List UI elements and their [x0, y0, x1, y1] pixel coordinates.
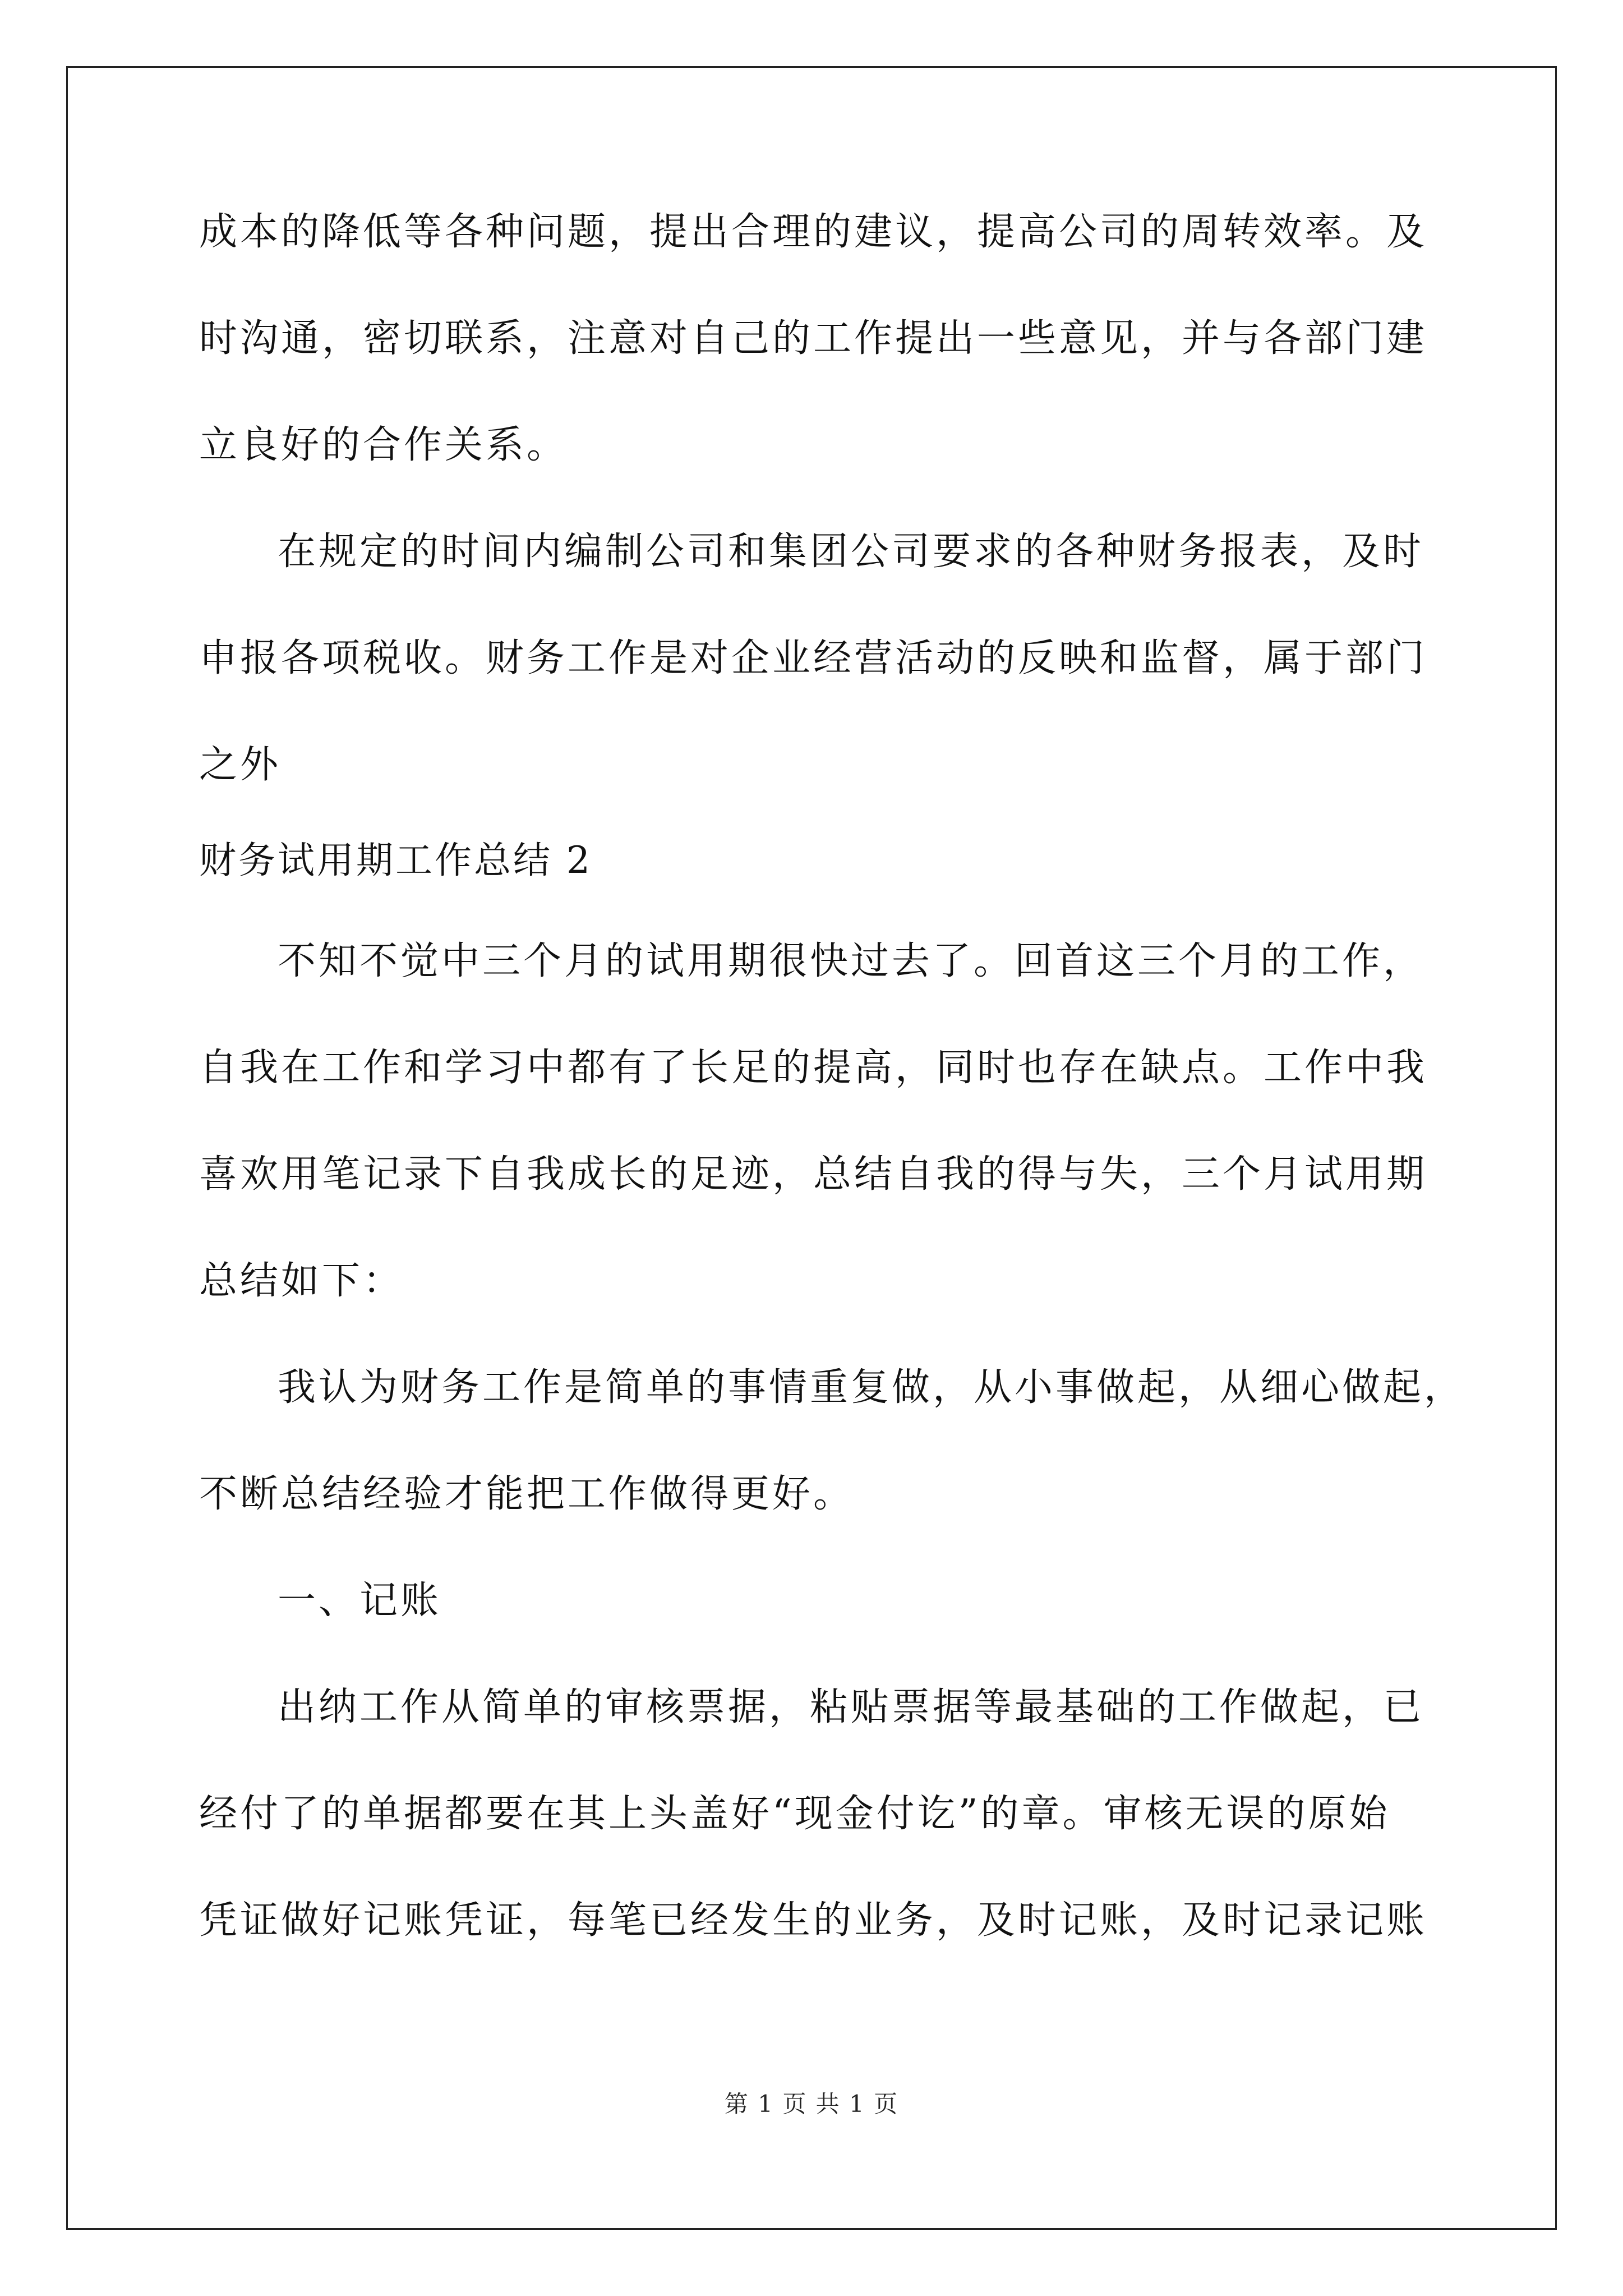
text-line: 立良好的合作关系。 — [199, 423, 568, 467]
text-line: 不知不觉中三个月的试用期很快过去了。回首这三个月的工作， — [278, 939, 1424, 983]
text-line: 成本的降低等各种问题，提出合理的建议，提高公司的周转效率。及 — [199, 210, 1428, 254]
text-line: 喜欢用笔记录下自我成长的足迹，总结自我的得与失，三个月试用期 — [199, 1152, 1428, 1197]
text-line: 申报各项税收。财务工作是对企业经营活动的反映和监督，属于部门 — [199, 636, 1428, 680]
section-title: 财务试用期工作总结 2 — [199, 839, 592, 882]
subheading: 一、记账 — [278, 1579, 442, 1623]
text-line: 不断总结经验才能把工作做得更好。 — [199, 1472, 855, 1516]
page-number: 第 1 页 共 1 页 — [724, 2090, 899, 2118]
text-line: 自我在工作和学习中都有了长足的提高，同时也存在缺点。工作中我 — [199, 1046, 1428, 1090]
text-line: 我认为财务工作是简单的事情重复做，从小事做起，从细心做起， — [278, 1365, 1465, 1410]
document-body — [199, 210, 1465, 2008]
text-line: 在规定的时间内编制公司和集团公司要求的各种财务报表，及时 — [278, 530, 1424, 574]
text-line: 出纳工作从简单的审核票据，粘贴票据等最基础的工作做起，已 — [278, 1685, 1424, 1729]
text-line: 时沟通，密切联系，注意对自己的工作提出一些意见，并与各部门建 — [199, 316, 1428, 361]
text-line: 经付了的单据都要在其上头盖好“现金付讫”的章。审核无误的原始 — [199, 1792, 1390, 1836]
text-line: 凭证做好记账凭证，每笔已经发生的业务，及时记账，及时记录记账 — [199, 1898, 1428, 1943]
text-line: 总结如下： — [199, 1259, 404, 1303]
page-footer — [0, 2091, 1623, 2117]
text-line: 之外 — [199, 743, 282, 787]
